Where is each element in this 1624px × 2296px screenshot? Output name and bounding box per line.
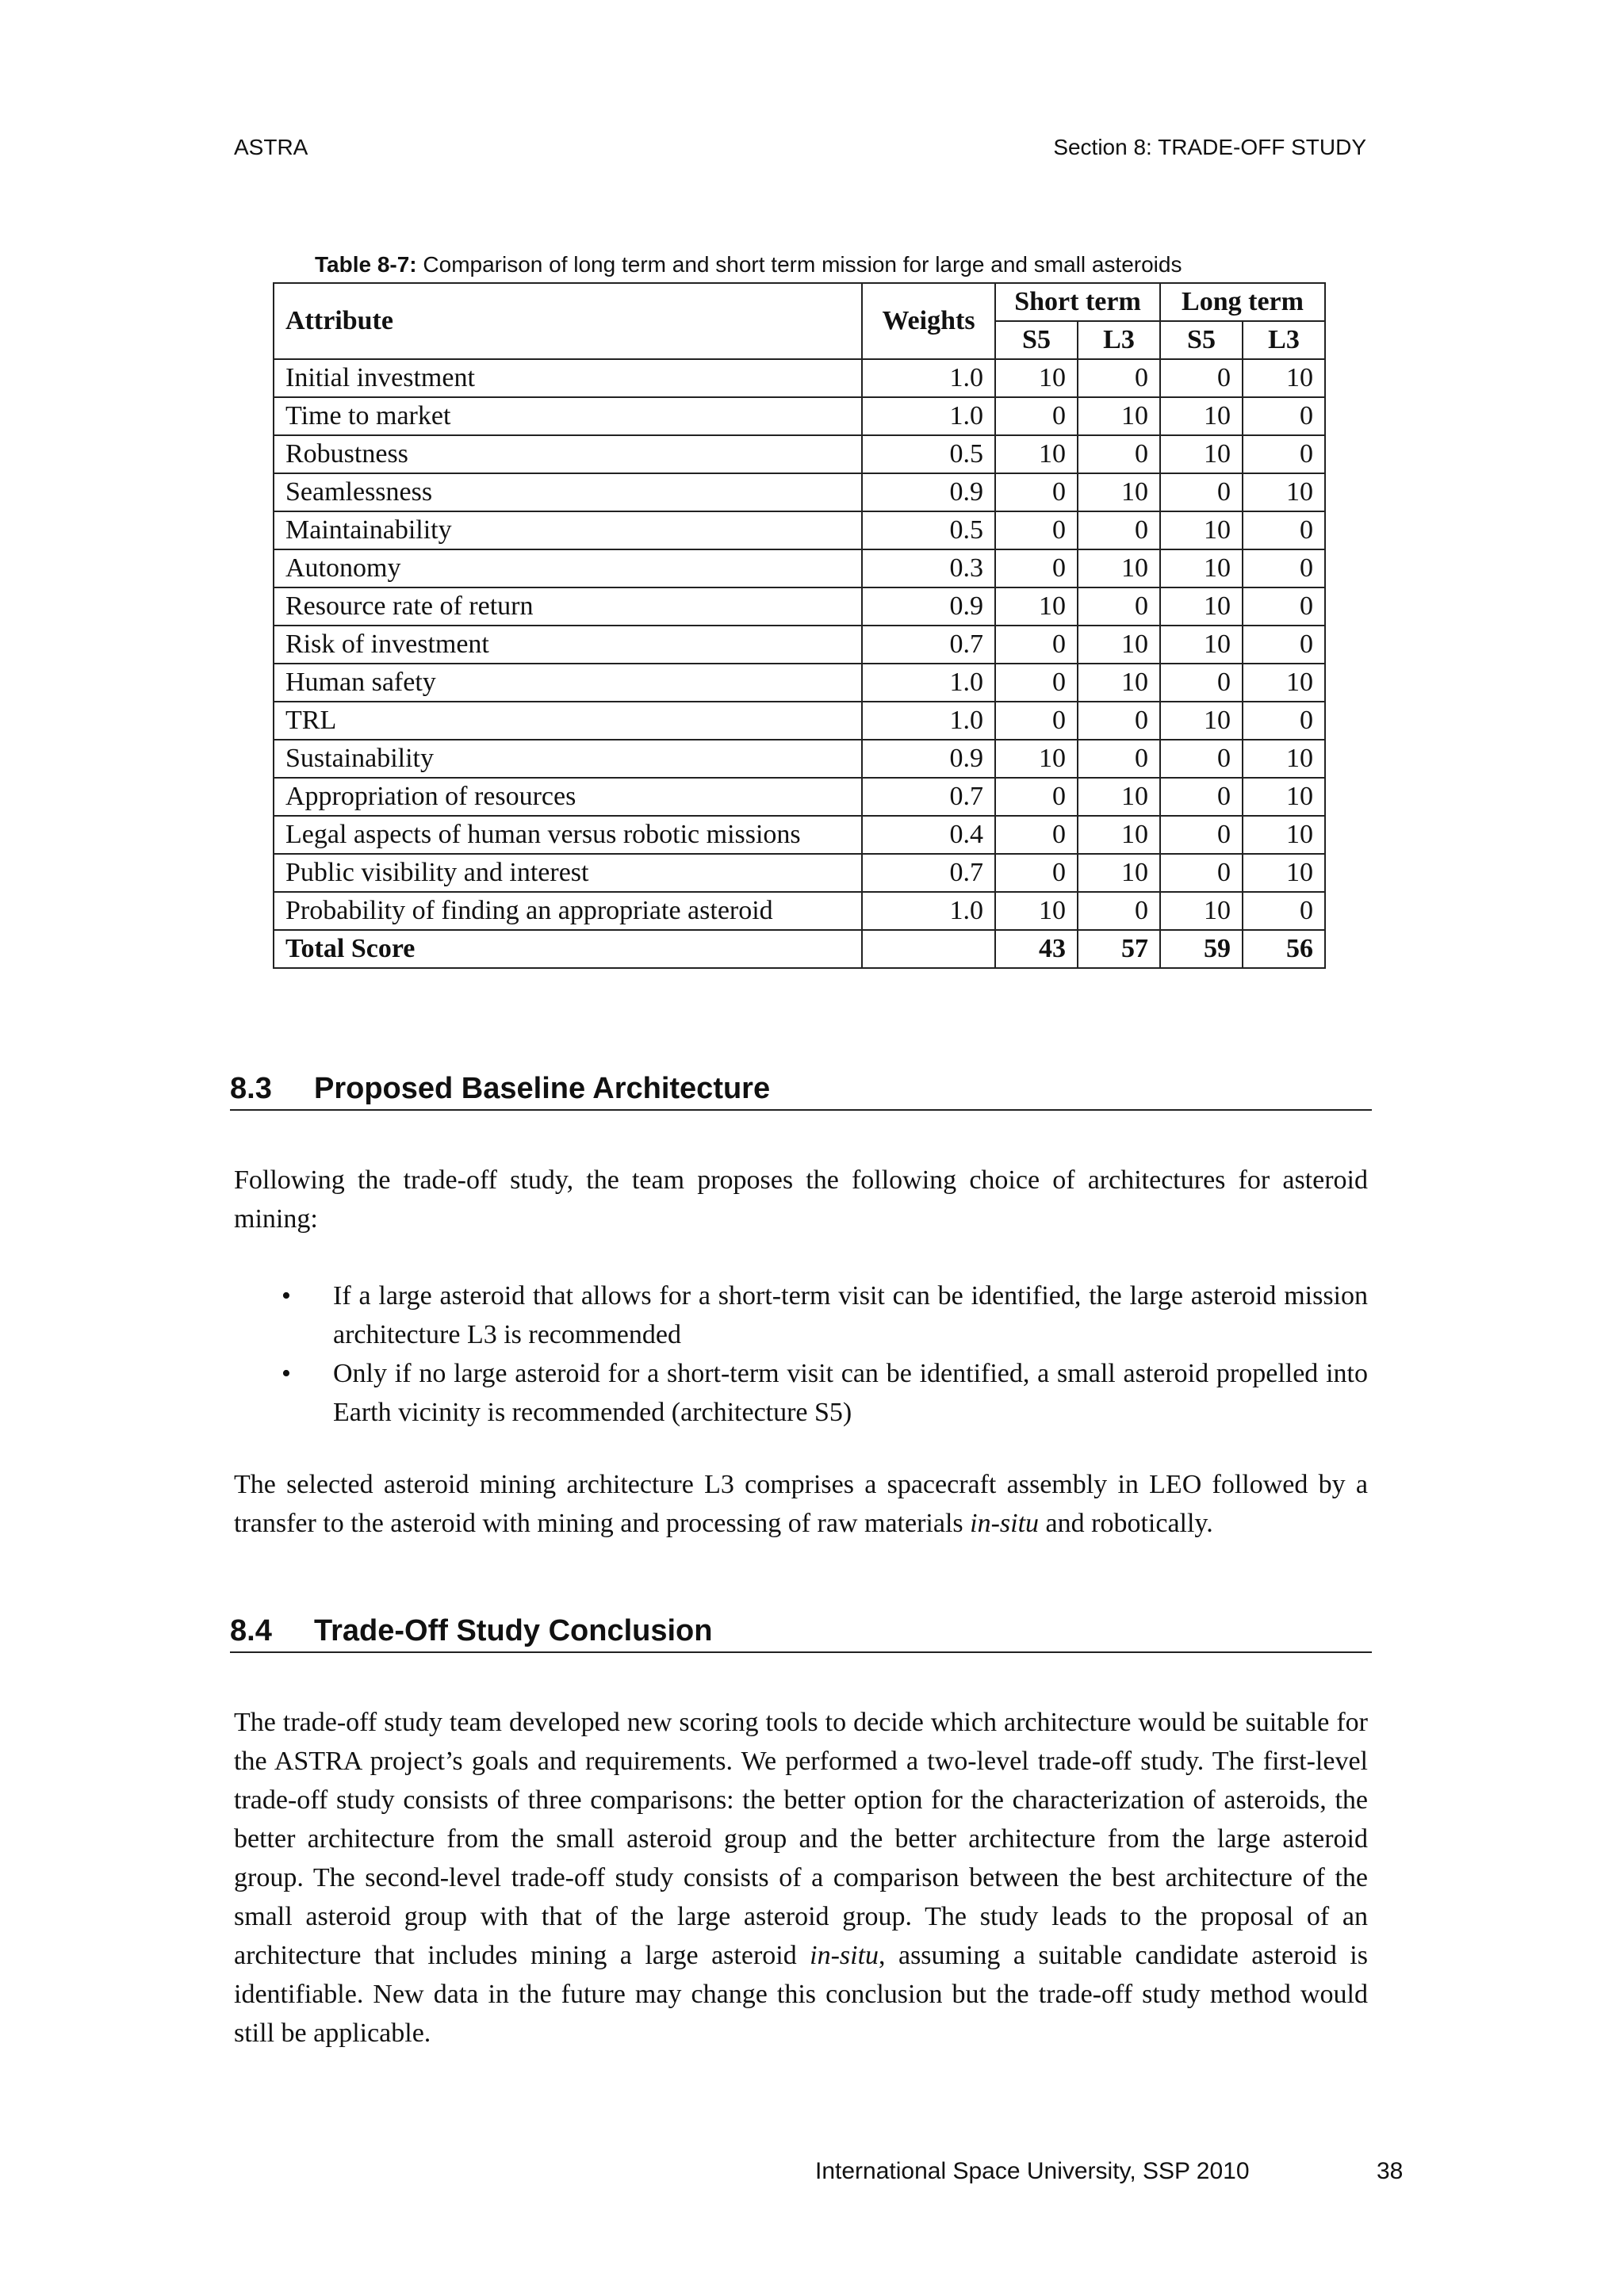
column-header-weights: Weights	[862, 283, 995, 359]
section-8-3-closing	[234, 1465, 1368, 1543]
attribute-cell: TRL	[274, 702, 862, 740]
section-number: 8.4	[230, 1614, 272, 1647]
weight-cell: 0.9	[862, 740, 995, 778]
score-cell: 10	[1078, 664, 1160, 702]
section-title: Proposed Baseline Architecture	[314, 1072, 771, 1105]
weight-cell: 1.0	[862, 892, 995, 930]
score-cell: 0	[1243, 397, 1325, 435]
score-cell: 10	[1078, 854, 1160, 892]
body-text-end: , assuming a suitable candidate asteroid is identifiable. New data in the future may change this conclusion but the trade-off study method would still be applicable.	[234, 1941, 1368, 2048]
weight-cell: 0.9	[862, 473, 995, 511]
architecture-recommendations-list	[234, 1276, 1368, 1432]
table-row	[274, 664, 1325, 702]
score-cell: 10	[1078, 397, 1160, 435]
score-cell: 0	[1078, 435, 1160, 473]
section-number: 8.3	[230, 1072, 272, 1105]
weight-cell: 0.3	[862, 549, 995, 587]
table-caption	[315, 252, 1182, 277]
section-title: Trade-Off Study Conclusion	[314, 1614, 713, 1647]
list-item	[234, 1354, 1368, 1432]
table-header-row	[274, 283, 1325, 321]
comparison-table	[273, 282, 1326, 969]
score-cell: 0	[995, 549, 1078, 587]
score-cell: 0	[1243, 626, 1325, 664]
section-heading-8-3	[230, 1072, 1372, 1111]
weight-cell: 0.9	[862, 587, 995, 626]
running-header-left: ASTRA	[234, 135, 308, 159]
table-caption-label: Table 8-7:	[315, 252, 417, 277]
list-item	[234, 1276, 1368, 1354]
body-text-italic: in-situ	[810, 1941, 879, 1970]
list-item-text: If a large asteroid that allows for a short-term visit can be identified, the large asteroid mission architecture L3 is recommended	[333, 1281, 1368, 1349]
attribute-cell: Seamlessness	[274, 473, 862, 511]
score-cell: 0	[995, 778, 1078, 816]
weight-cell: 0.5	[862, 435, 995, 473]
score-cell: 0	[1243, 587, 1325, 626]
score-cell: 10	[1160, 397, 1243, 435]
closing-text-start: The selected asteroid mining architecture L3 comprises a spacecraft assembly in LEO followed by a transfer to the asteroid with mining and processing of raw materials	[234, 1470, 1368, 1538]
score-cell: 10	[1243, 778, 1325, 816]
weight-cell: 0.4	[862, 816, 995, 854]
column-header-long-term: Long term	[1160, 283, 1325, 321]
score-cell: 0	[1160, 664, 1243, 702]
column-header-long-l3: L3	[1243, 321, 1325, 359]
bullet-icon: •	[282, 1359, 291, 1388]
column-header-short-l3: L3	[1078, 321, 1160, 359]
weight-cell: 0.7	[862, 626, 995, 664]
table-row	[274, 626, 1325, 664]
score-cell: 0	[1243, 435, 1325, 473]
score-cell: 10	[1243, 740, 1325, 778]
table-row	[274, 816, 1325, 854]
attribute-cell: Total Score	[274, 930, 862, 968]
score-cell: 10	[1243, 816, 1325, 854]
attribute-cell: Robustness	[274, 435, 862, 473]
table-caption-text: Comparison of long term and short term mission for large and small asteroids	[416, 252, 1182, 277]
score-cell: 0	[1078, 359, 1160, 397]
table-row	[274, 740, 1325, 778]
weight-cell: 0.5	[862, 511, 995, 549]
score-cell: 10	[1243, 664, 1325, 702]
score-cell: 10	[995, 359, 1078, 397]
section-8-4-body	[234, 1703, 1368, 2053]
table-row	[274, 359, 1325, 397]
attribute-cell: Resource rate of return	[274, 587, 862, 626]
table-total-row	[274, 930, 1325, 968]
score-cell: 0	[995, 702, 1078, 740]
table-row	[274, 778, 1325, 816]
score-cell: 0	[1160, 778, 1243, 816]
footer-institution: International Space University, SSP 2010	[815, 2158, 1250, 2184]
score-cell: 0	[1078, 702, 1160, 740]
score-cell: 0	[1160, 740, 1243, 778]
score-cell: 0	[995, 664, 1078, 702]
score-cell: 57	[1078, 930, 1160, 968]
score-cell: 0	[1160, 854, 1243, 892]
weight-cell: 1.0	[862, 702, 995, 740]
bullet-icon: •	[282, 1281, 291, 1311]
table-row	[274, 549, 1325, 587]
score-cell: 59	[1160, 930, 1243, 968]
table-row	[274, 511, 1325, 549]
attribute-cell: Public visibility and interest	[274, 854, 862, 892]
attribute-cell: Appropriation of resources	[274, 778, 862, 816]
score-cell: 0	[995, 854, 1078, 892]
score-cell: 43	[995, 930, 1078, 968]
score-cell: 10	[1078, 778, 1160, 816]
score-cell: 10	[1243, 473, 1325, 511]
table-row	[274, 397, 1325, 435]
body-text-start: The trade-off study team developed new scoring tools to decide which architecture would be suitable for the ASTRA project’s goals and requirements. We performed a two-level trade-off study. The first-level trade-off study consists of three comparisons: the better option for the characterization of asteroids, the better architecture from the small asteroid group and the better architecture from the large asteroid group. The second-level trade-off study consists of a comparison between the best architecture of the small asteroid group with that of the large asteroid group. The study leads to the proposal of an architecture that includes mining a large asteroid	[234, 1708, 1368, 1970]
table-row	[274, 854, 1325, 892]
score-cell: 0	[1243, 511, 1325, 549]
score-cell: 56	[1243, 930, 1325, 968]
score-cell: 0	[1078, 892, 1160, 930]
attribute-cell: Maintainability	[274, 511, 862, 549]
score-cell: 10	[995, 892, 1078, 930]
score-cell: 0	[995, 473, 1078, 511]
score-cell: 10	[1078, 816, 1160, 854]
score-cell: 0	[1160, 816, 1243, 854]
closing-text-italic: in-situ	[970, 1509, 1040, 1538]
attribute-cell: Time to market	[274, 397, 862, 435]
score-cell: 0	[1160, 473, 1243, 511]
score-cell: 10	[995, 435, 1078, 473]
table-row	[274, 702, 1325, 740]
score-cell: 10	[1160, 435, 1243, 473]
score-cell: 0	[1078, 511, 1160, 549]
score-cell: 10	[1160, 549, 1243, 587]
attribute-cell: Risk of investment	[274, 626, 862, 664]
attribute-cell: Legal aspects of human versus robotic missions	[274, 816, 862, 854]
weight-cell: 0.7	[862, 854, 995, 892]
closing-text-end: and robotically.	[1039, 1509, 1213, 1538]
score-cell: 0	[1078, 740, 1160, 778]
column-header-short-term: Short term	[995, 283, 1160, 321]
score-cell: 10	[1160, 587, 1243, 626]
score-cell: 10	[1160, 511, 1243, 549]
attribute-cell: Autonomy	[274, 549, 862, 587]
weight-cell: 1.0	[862, 664, 995, 702]
attribute-cell: Initial investment	[274, 359, 862, 397]
attribute-cell: Probability of finding an appropriate asteroid	[274, 892, 862, 930]
score-cell: 0	[995, 816, 1078, 854]
score-cell: 10	[1160, 626, 1243, 664]
page-number: 38	[1377, 2158, 1404, 2184]
table-row	[274, 587, 1325, 626]
table-row	[274, 892, 1325, 930]
attribute-cell: Sustainability	[274, 740, 862, 778]
score-cell: 0	[1078, 587, 1160, 626]
column-header-short-s5: S5	[995, 321, 1078, 359]
score-cell: 0	[1243, 702, 1325, 740]
list-item-text: Only if no large asteroid for a short-term visit can be identified, a small asteroid propelled into Earth vicinity is recommended (architecture S5)	[333, 1359, 1368, 1427]
weight-cell: 1.0	[862, 359, 995, 397]
score-cell: 0	[995, 397, 1078, 435]
score-cell: 10	[1160, 892, 1243, 930]
attribute-cell: Human safety	[274, 664, 862, 702]
weight-cell	[862, 930, 995, 968]
score-cell: 10	[995, 740, 1078, 778]
score-cell: 10	[1243, 854, 1325, 892]
weight-cell: 0.7	[862, 778, 995, 816]
score-cell: 0	[995, 511, 1078, 549]
running-header-right: Section 8: TRADE-OFF STUDY	[1053, 135, 1366, 159]
score-cell: 0	[1243, 549, 1325, 587]
score-cell: 10	[1243, 359, 1325, 397]
column-header-long-s5: S5	[1160, 321, 1243, 359]
score-cell: 10	[1078, 549, 1160, 587]
score-cell: 10	[1078, 473, 1160, 511]
table-row	[274, 435, 1325, 473]
score-cell: 10	[1160, 702, 1243, 740]
weight-cell: 1.0	[862, 397, 995, 435]
section-heading-8-4	[230, 1614, 1372, 1653]
table-body	[274, 359, 1325, 968]
table-row	[274, 473, 1325, 511]
score-cell: 0	[995, 626, 1078, 664]
score-cell: 0	[1160, 359, 1243, 397]
score-cell: 0	[1243, 892, 1325, 930]
score-cell: 10	[995, 587, 1078, 626]
column-header-attribute: Attribute	[274, 283, 862, 359]
score-cell: 10	[1078, 626, 1160, 664]
section-8-3-intro: Following the trade-off study, the team proposes the following choice of architectures for asteroid mining:	[234, 1165, 1368, 1234]
